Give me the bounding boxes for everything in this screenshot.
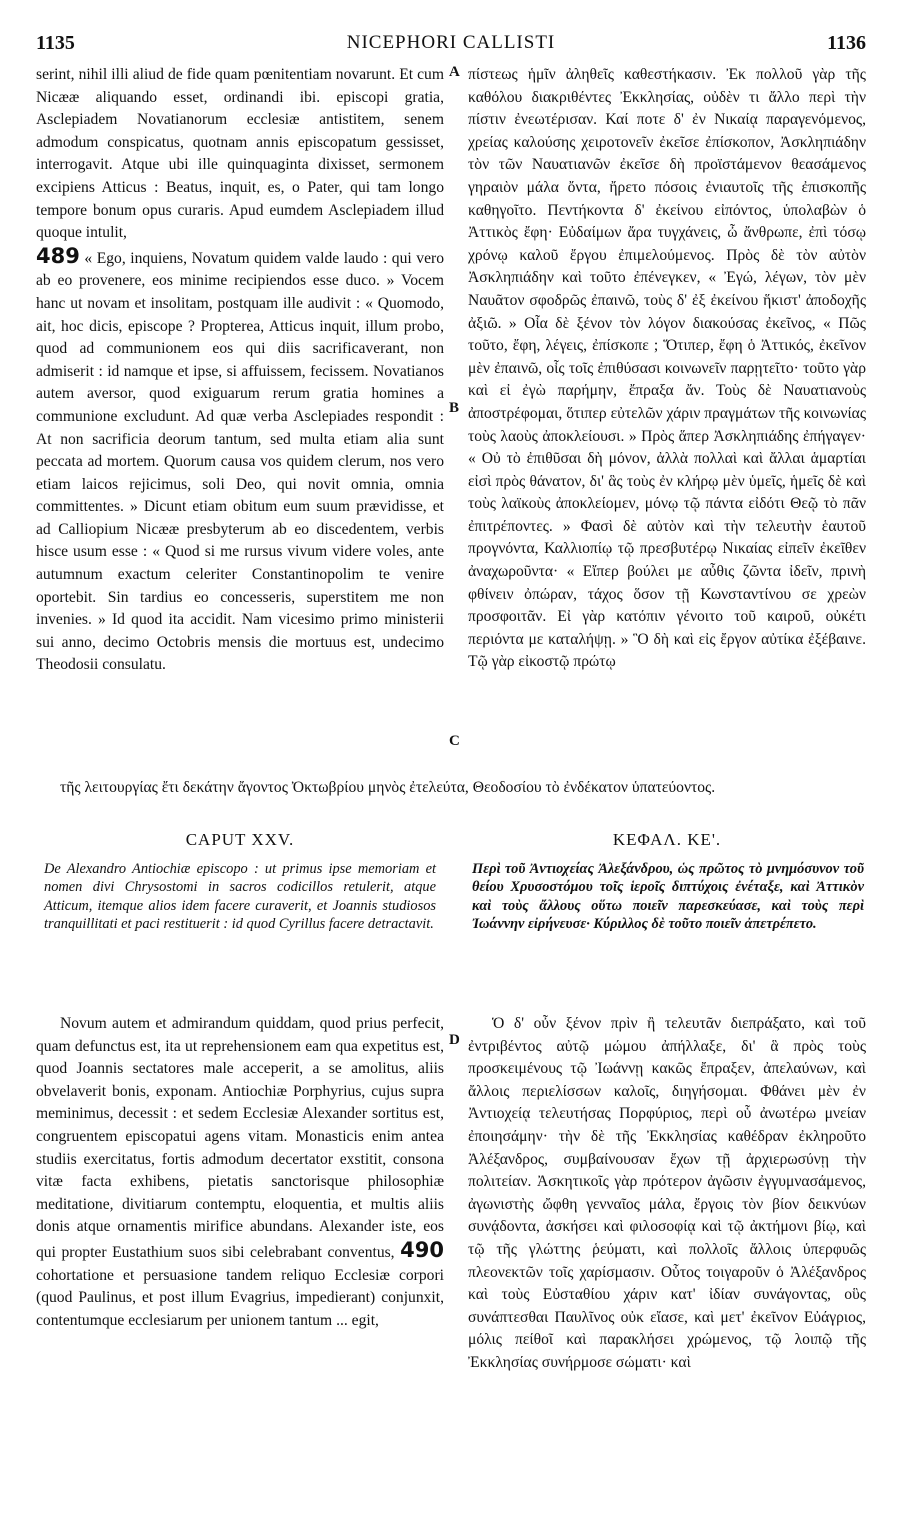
latin-body-text-1: Novum autem et admirandum quiddam, quod prius perfecit, quam defunctus est, ita ut reprehensionem eam qua expetitus est, quod Joannis sectatores male acceperit, a se amolitus, aliis obvelaverit bonis, exponam. Antiochiæ Porphyrius, cujus supra meminimus, decessit : et sedem Ecclesiæ Alexander sortitus est, congruentem episcopatui agens vitam. Monasticis enim antea studiis exercitatus, fortis admodum decertator exstitit, consona vitæ facta exhibens, pietatis sanctorisque philosophiæ meditatione, divitiarum contemptu, eloquentia, et multis aliis donis atque ornamentis mirifice abundans. Alexander iste, eos qui propter Eustathium suos sibi celebrabant conventus, (36, 1015, 444, 1261)
page-number-left: 1135 (36, 32, 75, 54)
latin-column-bottom (36, 1013, 444, 1332)
latin-body-text-2: cohortatione et persuasione tandem reliquo Ecclesiæ corpori (quod Paulinus, et post illum Evagrius, impedierant) conjunxit, contentumque ecclesiarum per unionem tantum ... egit, (36, 1266, 444, 1329)
margin-marker-d: D (449, 1032, 460, 1048)
margin-marker-a: A (449, 64, 460, 80)
margin-marker-c: C (449, 733, 460, 749)
latin-paragraph-2-text: « Ego, inquiens, Novatum quidem valde laudo : qui vero ab eo provenere, eos minime recipiendos esse duco. » Vocem hanc ut novam et insolitam, postquam ille audivit : « Quomodo, ait, hoc dicis, episcope ? Propterea, Atticus inquit, illum probo, quod ad communionem eos qui diis sacrificaverant, non admiserit : id namque et ipse, si affuissem, fecissem. Novatianos autem aversor, quod exiguarum rerum gratia homines a communione excludunt. Ad quæ verba Asclepiades respondit : At non sacrificia deorum tantum, sed multa etiam alia sunt peccata ad mortem. Quorum causa vos quidem clerum, nos vero etiam laicos rejicimus, soli Deo, qui novit omnia, omnia committentes. » Dicunt etiam obitum eum suum prævidisse, et ad Calliopium Nicææ presbyterum ab eo discedentem, verbis hisce usum esse : « Quod si me rursus vivum videre voles, ante autumnum exactum celeriter Constantinopolim te venire oportebit. Sin tardius eo concesseris, superstitem me non invenies. » Id quod ita accidit. Nam vicesimo primo ministerii sui anno, decimo Octobris mensis die mortuus est, undecimo Theodosii consulatu. (36, 249, 444, 674)
column-number-490: 490 (400, 1237, 444, 1262)
latin-chapter-summary: De Alexandro Antiochiæ episcopo : ut primus ipse memoriam et nomen divi Chrysostomi in sacros codicillos retulerit, atque Atticum, itemque alios idem facere curaverit, et Joannis studiosos tranquillitati et paci restituerit : id quod Cyrillus facere detractavit. (44, 861, 436, 933)
greek-column-bottom (468, 1013, 866, 1375)
greek-continuation-line: τῆς λειτουργίας ἔτι δεκάτην ἄγοντος Ὀκτωβρίου μηνὸς ἐτελεύτα, Θεοδοσίου τὸ ἐνδέκατον ὑπατεύοντος. (60, 779, 716, 796)
page-number-right: 1136 (827, 32, 866, 54)
column-number-489: 489 (36, 243, 80, 268)
margin-marker-b: B (449, 400, 460, 416)
latin-paragraph-1: serint, nihil illi aliud de fide quam pœnitentiam novarunt. Et cum Nicææ aliquando esset, ordinandi ibi. episcopi gratia, Asclepiadem Novatianorum ecclesiæ antistitem, senem admodum conspicatus, quotnam annis episcopatum gessisset, interrogavit. Atque ubi ille quinquaginta dixisset, sermonem excipiens Atticus : Beatus, inquit, es, o Pater, qui tam longo tempore bonum opus curaris. Apud eumdem Asclepiadem illud quoque intulit, (36, 66, 444, 242)
latin-column-top (36, 64, 444, 677)
latin-body-paragraph (36, 1013, 444, 1332)
running-title: NICEPHORI CALLISTI (346, 32, 556, 53)
greek-chapter-summary: Περὶ τοῦ Ἀντιοχείας Ἀλεξάνδρου, ὡς πρῶτος τὸ μνημόσυνον τοῦ θείου Χρυσοστόμου τοῖς ἱεροῖς διπτύχοις ἐνέταξε, καὶ Ἀττικὸν καὶ τοὺς ἄλλους οὕτω ποιεῖν παρεσκεύασε, καὶ τοὺς περὶ Ἰωάννην εἰρήνευσε· Κύριλλος δὲ τοῦτο ποιεῖν ἀπετρέπετο. (472, 861, 864, 933)
greek-paragraph-1: πίστεως ἡμῖν ἀληθεῖς καθεστήκασιν. Ἐκ πολλοῦ γὰρ τῆς καθόλου διακριθέντες Ἐκκλησίας, οὐδὲν τι ἄλλο περὶ τὴν πίστιν ἐνεωτέρισαν. Καί ποτε δ' ἐν Νικαίᾳ παραγενόμενος, χρείας καλούσης χειροτονεῖν ἐκεῖσε ἐπίσκοπον, Ἀσκληπιάδην τὸν τῶν Ναυατιανῶν ἐκεῖσε δὴ προϊστάμενον θεασάμενος γηραιὸν μάλα ὄντα, ἤρετο πόσοις ἐνιαυτοῖς τῆς ἐπισκοπῆς καθηγοῖτο. Πεντήκοντα δ' ἐκείνου εἰπόντος, ὑπολαβὼν ὁ Ἀττικὸς ἔφη· Εὐδαίμων ἄρα τυγχάνεις, ὦ ἄνθρωπε, ἐπὶ τόσῳ χρόνῳ καλοῦ ἔργου ἐπιμελούμενος. Πρὸς δὲ τὸν αὐτὸν Ἀσκληπιάδην καὶ τοῦτο ἐπένεγκεν, « Ἐγώ, λέγων, τὸν μὲν Ναυᾶτον σφοδρῶς ἐπαινῶ, τοὺς δ' ἐξ ἐκείνου ἥκιστ' ἀποδοχῆς ἀξιῶ. » Οἷα δὲ ξένον τὸν λόγον διακούσας ἐκεῖνος, « Πῶς τοῦτο, ἔφη, λέγεις, ἐπίσκοπε ; Ὅτιπερ, ἔφη ὁ Ἀττικός, ἐκεῖνον μὲν ἐπαινῶ, οἷς τοῖς ἐπιθύσασι κοινωνεῖν παρῃτεῖτο· τοῦτο γὰρ καὶ εἰ ἐγὼ παρήμην, ἔπραξα ἄν. Τοὺς δὲ Ναυατιανοὺς ἀποστρέφομαι, ὅτιπερ εὐτελῶν χάριν πραγμάτων τῆς κοινωνίας τοὺς λαοὺς ἀποκλείουσι. » Πρὸς ἅπερ Ἀσκληπιάδης ἐπήγαγεν· « Οὐ τὸ ἐπιθῦσαι δὴ μόνον, ἀλλὰ πολλαὶ καὶ ἄλλαι ἁμαρτίαι εἰσὶ πρὸς θάνατον, δι' ἃς τοὺς ἐν κλήρῳ μὲν ὑμεῖς, ἡμεῖς δὲ καὶ τοὺς λαϊκοὺς ἀποκλείομεν, μόνῳ τῷ πάντα εἰδότι Θεῷ τὸ πᾶν ἐπιτρέποντες. » Φασὶ δὲ αὐτὸν καὶ τὴν τελευτὴν ἑαυτοῦ προγνόντα, Καλλιοπίῳ τῷ πρεσβυτέρῳ Νικαίας εἰπεῖν ἐκεῖθεν ἀναχωροῦντα· « Εἴπερ βούλει με αὖθις ζῶντα ἰδεῖν, πρινὴ φθίνειν ὀπώραν, τάχος ὅσον τῇ Κωνσταντίνου σε χρεὼν προσφοιτᾶν. Εἰ γὰρ κατόπιν γένοιτο τοῦ καιροῦ, οὐκέτι περιόντα με καταλήψῃ. » Ὃ δὴ καὶ εἰς ἔργον αὐτίκα ἐξέβαινε. Τῷ γὰρ εἰκοστῷ πρώτῳ (468, 66, 866, 671)
greek-chapter-heading: ΚΕΦΑΛ. ΚΕ'. (612, 830, 722, 849)
latin-paragraph-2 (36, 245, 444, 677)
greek-column-top (468, 64, 866, 674)
latin-chapter-heading: CAPUT XXV. (185, 830, 295, 849)
greek-body-paragraph: Ὁ δ' οὖν ξένον πρὶν ἢ τελευτᾶν διεπράξατο, καὶ τοῦ ἐντριβέντος αὐτῷ μώμου ἀπήλλαξε, δι' ἃ πρὸς τοὺς προσκειμένους τῷ Ἰωάννῃ κακῶς ἔπραξεν, ἀπελαύνων, καὶ ἄλλοις περιελίσσων καλοῖς, διηγήσομαι. Φθάνει μὲν ἐν Ἀντιοχείᾳ τελευτήσας Πορφύριος, περὶ οὗ ἀνωτέρω μνείαν ἐποιησάμην· τὴν δὲ τῆς Ἐκκλησίας καθέδραν ἐκληροῦτο Ἀλέξανδρος, συμβαίνουσαν ἔχων τῇ ἀρχιερωσύνῃ τὴν πολιτείαν. Ἀσκητικοῖς γὰρ πρότερον ἀγῶσιν ἐγγυμνασάμενος, ἀγωνιστὴς ὤφθη γενναῖος μάλα, ἔργοις τὸν βίον δεικνύων συνᾴδοντα, ἀσκήσει καὶ φιλοσοφίᾳ καὶ τῷ ἀκτήμονι βίῳ, καὶ τῷ τῆς γλώττης ῥεύματι, καὶ πολλοῖς ἄλλοις ὑπερφυῶς πλεονεκτῶν τοῖς χαρίσμασιν. Οὗτος τοιγαροῦν ὁ Ἀλέξανδρος καὶ τοὺς Εὐσταθίου χάριν κατ' ἰδίαν συνάγοντας, οὓς συνάπτεσθαι Παυλῖνος οὐκ εἴασε, καὶ μετ' ἐκεῖνον Εὐάγριος, μόλις πείθοῖ καὶ παρακλήσει χρώμενος, τῷ λοιπῷ τῆς Ἐκκλησίας συνήρμοσε σώματι· καὶ (468, 1015, 866, 1371)
page-header (36, 32, 866, 58)
